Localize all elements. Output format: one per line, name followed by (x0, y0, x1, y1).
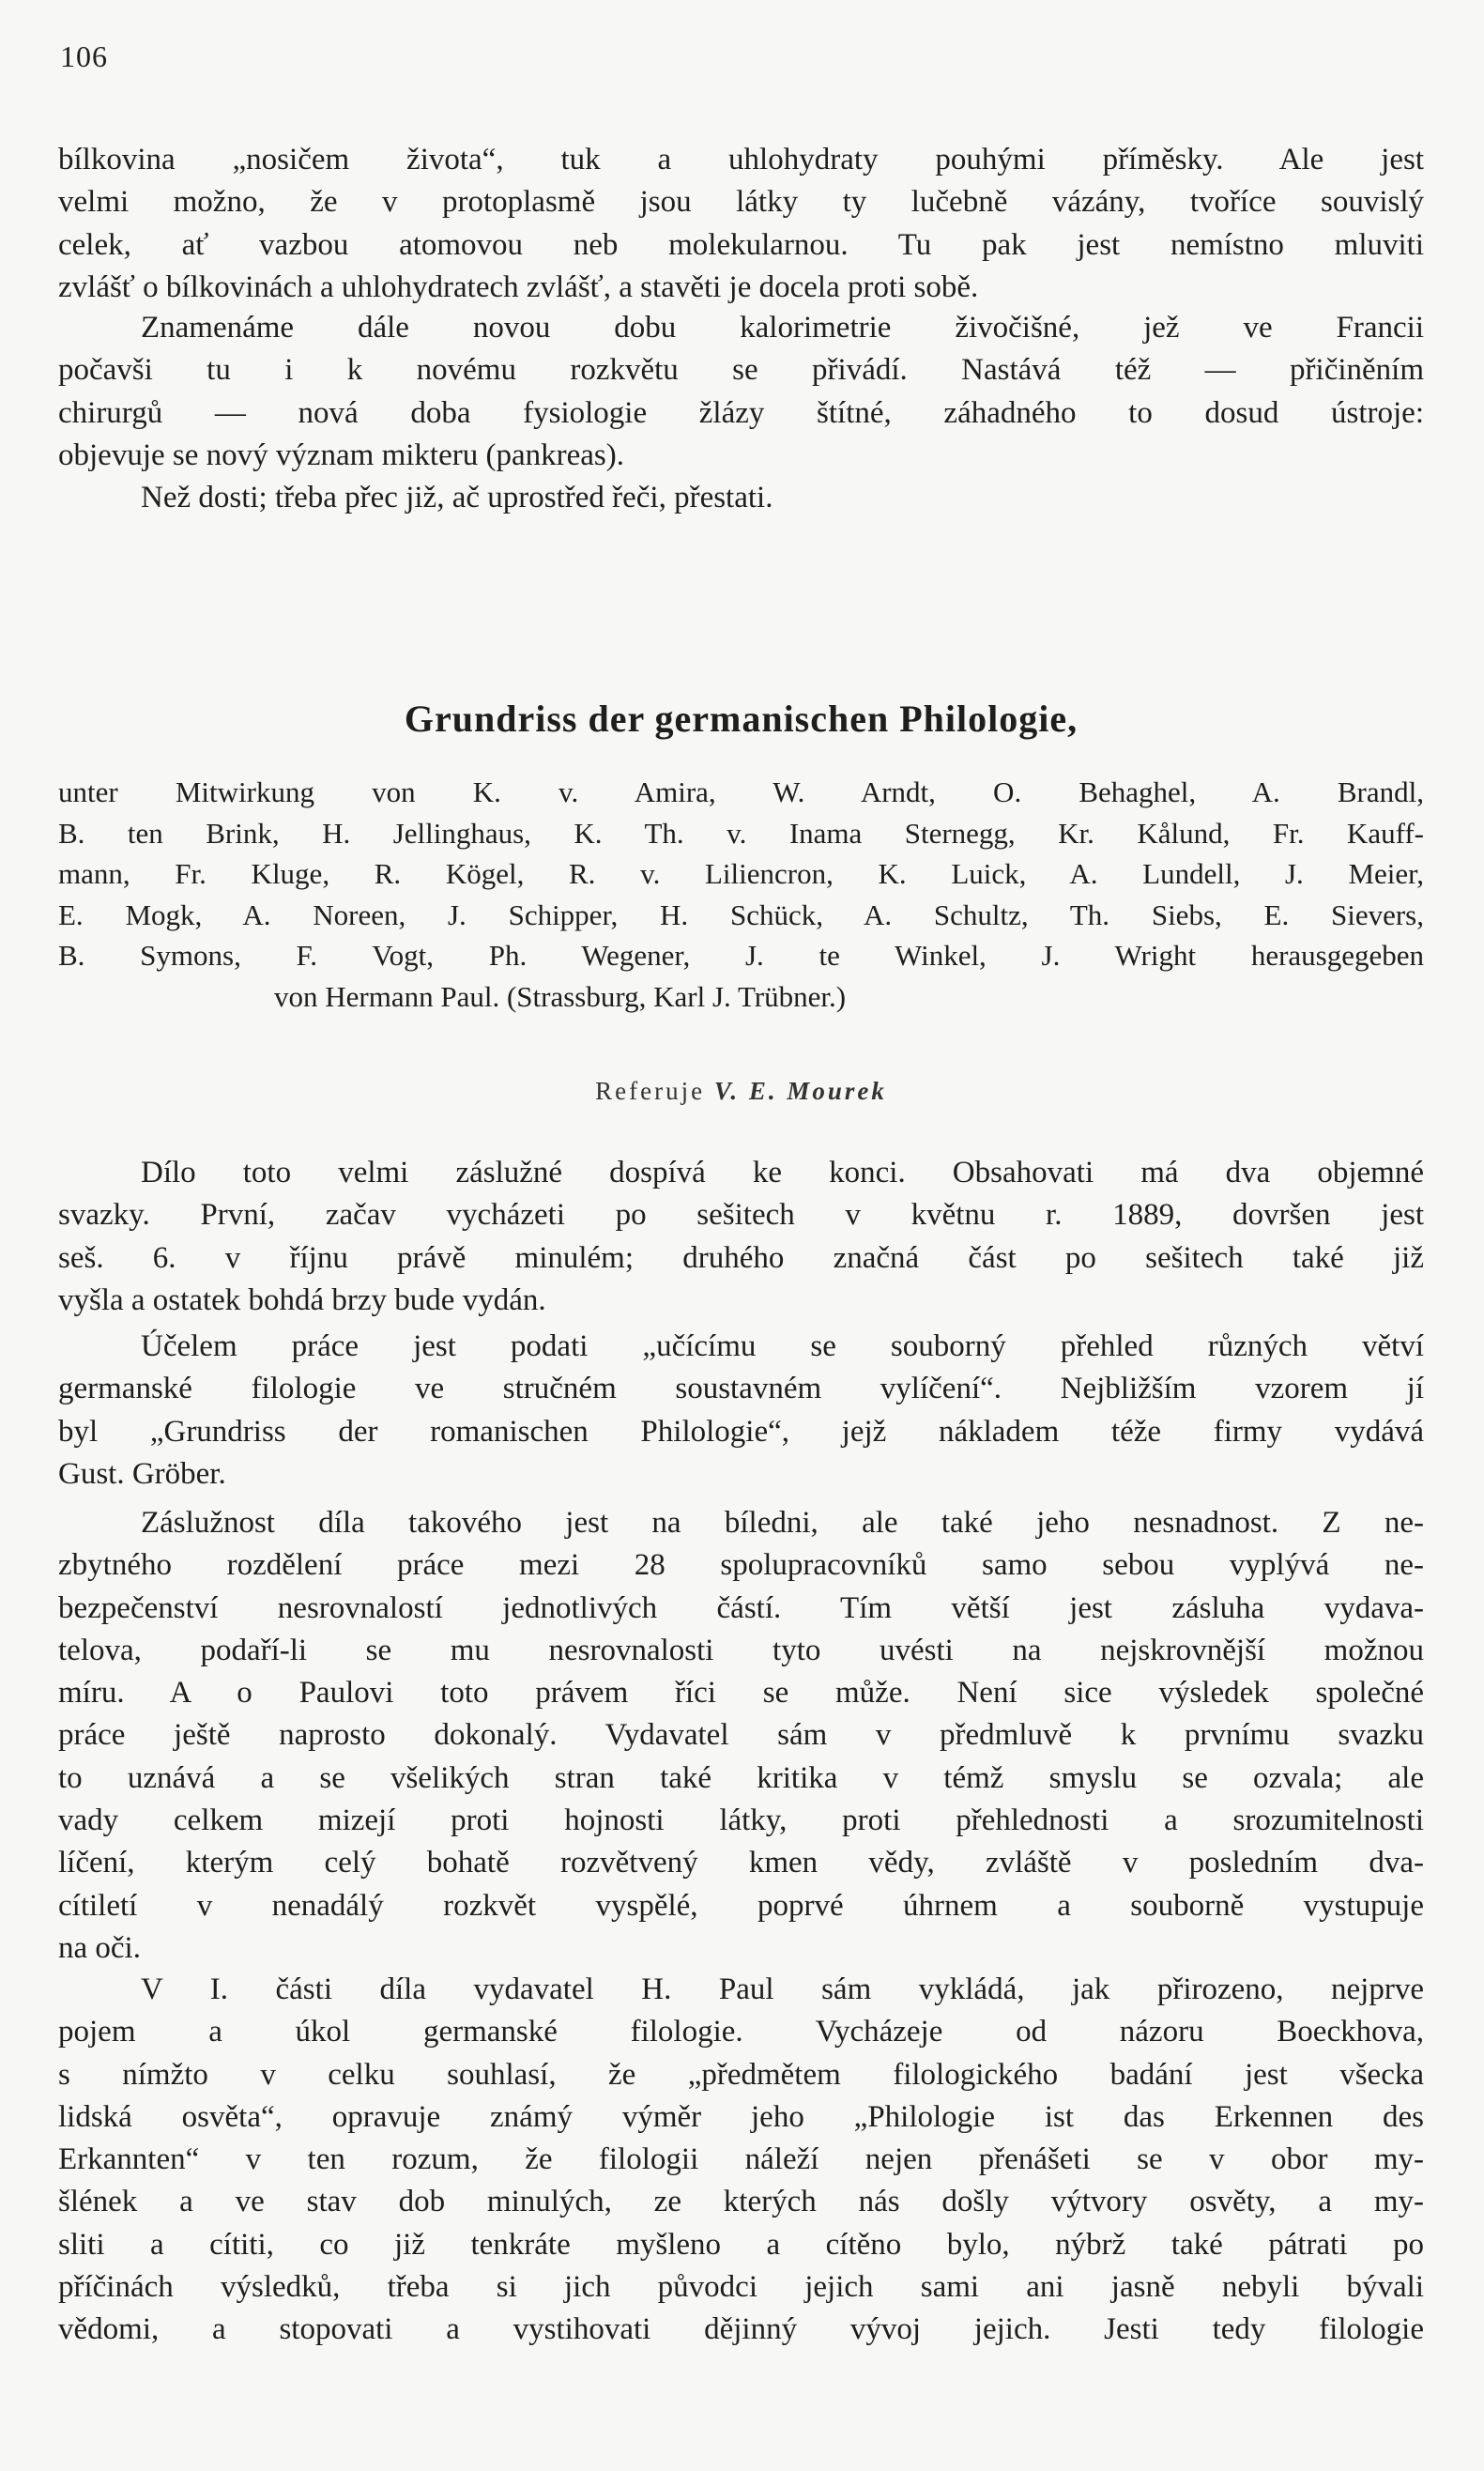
intro-paragraph-3 (58, 477, 1424, 519)
text-line: chirurgů — nová doba fysiologie žlázy štítné, záhadného to dosud ústroje: (58, 395, 1424, 430)
text-line: objevuje se nový význam mikteru (pankreas). (58, 437, 624, 472)
text-line: Dílo toto velmi záslužné dospívá ke konci. Obsahovati má dva objemné (141, 1156, 1424, 1189)
review-paragraph-4 (58, 1969, 1424, 2352)
text-line: seš. 6. v říjnu právě minulém; druhého značná část po sešitech také již (58, 1240, 1424, 1275)
text-line: von Hermann Paul. (Strassburg, Karl J. Trübner.) (274, 979, 847, 1013)
text-line: líčení, kterým celý bohatě rozvětvený kmen vědy, zvláště v posledním dva- (58, 1846, 1424, 1880)
review-title: Grundriss der germanischen Philologie, (404, 698, 1079, 740)
byline-author: V. E. Mourek (713, 1077, 887, 1105)
text-line: V I. části díla vydavatel H. Paul sám vykládá, jak přirozeno, nejprve (141, 1972, 1424, 2006)
text-line: unter Mitwirkung von K. v. Amira, W. Arndt, O. Behaghel, A. Brandl, (58, 775, 1424, 808)
text-line: na oči. (58, 1930, 141, 1965)
text-line: svazky. První, začav vycházeti po sešitech v květnu r. 1889, dovršen jest (58, 1198, 1424, 1233)
text-line: byl „Grundriss der romanischen Philologie“, jejž nákladem téže firmy vydává (58, 1414, 1424, 1449)
text-line: Znamenáme dále novou dobu kalorimetrie živočišné, jež ve Francii (141, 311, 1424, 345)
byline-label: Referuje (595, 1077, 706, 1105)
text-line: Než dosti; třeba přec již, ač uprostřed řeči, přestati. (141, 481, 773, 514)
text-line: E. Mogk, A. Noreen, J. Schipper, H. Schück, A. Schultz, Th. Siebs, E. Sievers, (58, 898, 1424, 931)
text-line: velmi možno, že v protoplasmě jsou látky ty lučebně vázány, tvoříce souvislý (58, 185, 1424, 220)
review-paragraph-1 (58, 1152, 1424, 1322)
text-line: počavši tu i k novému rozkvětu se přivádí. Nastává též — přičiněním (58, 353, 1424, 388)
text-line: celek, ať vazbou atomovou neb molekularnou. Tu pak jest nemístno mluviti (58, 227, 1424, 262)
text-line: sliti a cítiti, co již tenkráte myšleno a cítěno bylo, nýbrž také pátrati po (58, 2227, 1424, 2262)
review-editors (58, 772, 1424, 1017)
text-line: práce ještě naprosto dokonalý. Vydavatel sám v předmluvě k prvnímu svazku (58, 1718, 1424, 1753)
text-line: bílkovina „nosičem života“, tuk a uhlohydraty pouhými příměsky. Ale jest (58, 143, 1424, 176)
text-line: mann, Fr. Kluge, R. Kögel, R. v. Liliencron, K. Luick, A. Lundell, J. Meier, (58, 857, 1424, 890)
text-line: příčinách výsledků, třeba si jich původci jejich sami ani jasně nebyli bývali (58, 2270, 1424, 2305)
text-line: vědomi, a stopovati a vystihovati dějinný vývoj jejich. Jesti tedy filologie (58, 2312, 1424, 2347)
review-paragraph-3 (58, 1502, 1424, 1970)
text-line: cítiletí v nenadálý rozkvět vyspělé, poprvé úhrnem a souborně vystupuje (58, 1888, 1424, 1923)
review-byline (58, 1077, 1424, 1106)
text-line: to uznává a se všelikých stran také kritika v témž smyslu se ozvala; ale (58, 1760, 1424, 1795)
text-line: vyšla a ostatek bohdá brzy bude vydán. (58, 1282, 546, 1317)
text-line: telova, podaří-li se mu nesrovnalosti tyto uvésti na nejskrovnější možnou (58, 1633, 1424, 1667)
text-line: B. ten Brink, H. Jellinghaus, K. Th. v. Inama Sternegg, Kr. Kålund, Fr. Kauff- (58, 816, 1424, 850)
text-line: vady celkem mizejí proti hojnosti látky, proti přehlednosti a srozumitelnosti (58, 1803, 1424, 1838)
text-line: germanské filologie ve stručném soustavném vylíčení“. Nejbližším vzorem jí (58, 1372, 1424, 1406)
page-number: 106 (60, 39, 108, 73)
text-line: Záslužnost díla takového jest na bíledni, ale také jeho nesnadnost. Z ne- (141, 1506, 1424, 1540)
text-line: lidská osvěta“, opravuje známý výměr jeho „Philologie ist das Erkennen des (58, 2099, 1424, 2134)
text-line: šlének a ve stav dob minulých, ze kterých nás došly výtvory osvěty, a my- (58, 2185, 1424, 2219)
intro-paragraph-1 (58, 139, 1424, 309)
text-line: míru. A o Paulovi toto právem říci se může. Není sice výsledek společné (58, 1676, 1424, 1711)
text-line: bezpečenství nesrovnalostí jednotlivých částí. Tím větší jest zásluha vydava- (58, 1590, 1424, 1625)
text-line: pojem a úkol germanské filologie. Vycházeje od názoru Boeckhova, (58, 2015, 1424, 2049)
text-line: B. Symons, F. Vogt, Ph. Wegener, J. te Winkel, J. Wright herausgegeben (58, 939, 1424, 972)
text-line: Účelem práce jest podati „učícímu se souborný přehled různých větví (141, 1329, 1424, 1363)
review-paragraph-2 (58, 1326, 1424, 1496)
text-line: Erkannten“ v ten rozum, že filologii náleží nejen přenášeti se v obor my- (58, 2142, 1424, 2177)
text-line: s nímžto v celku souhlasí, že „předmětem filologického badání jest všecka (58, 2057, 1424, 2092)
text-line: zvlášť o bílkovinách a uhlohydratech zvlášť, a stavěti je docela proti sobě. (58, 269, 979, 304)
text-line: Gust. Gröber. (58, 1456, 226, 1491)
intro-paragraph-2 (58, 307, 1424, 477)
text-line: zbytného rozdělení práce mezi 28 spolupracovníků samo sebou vyplývá ne- (58, 1548, 1424, 1583)
